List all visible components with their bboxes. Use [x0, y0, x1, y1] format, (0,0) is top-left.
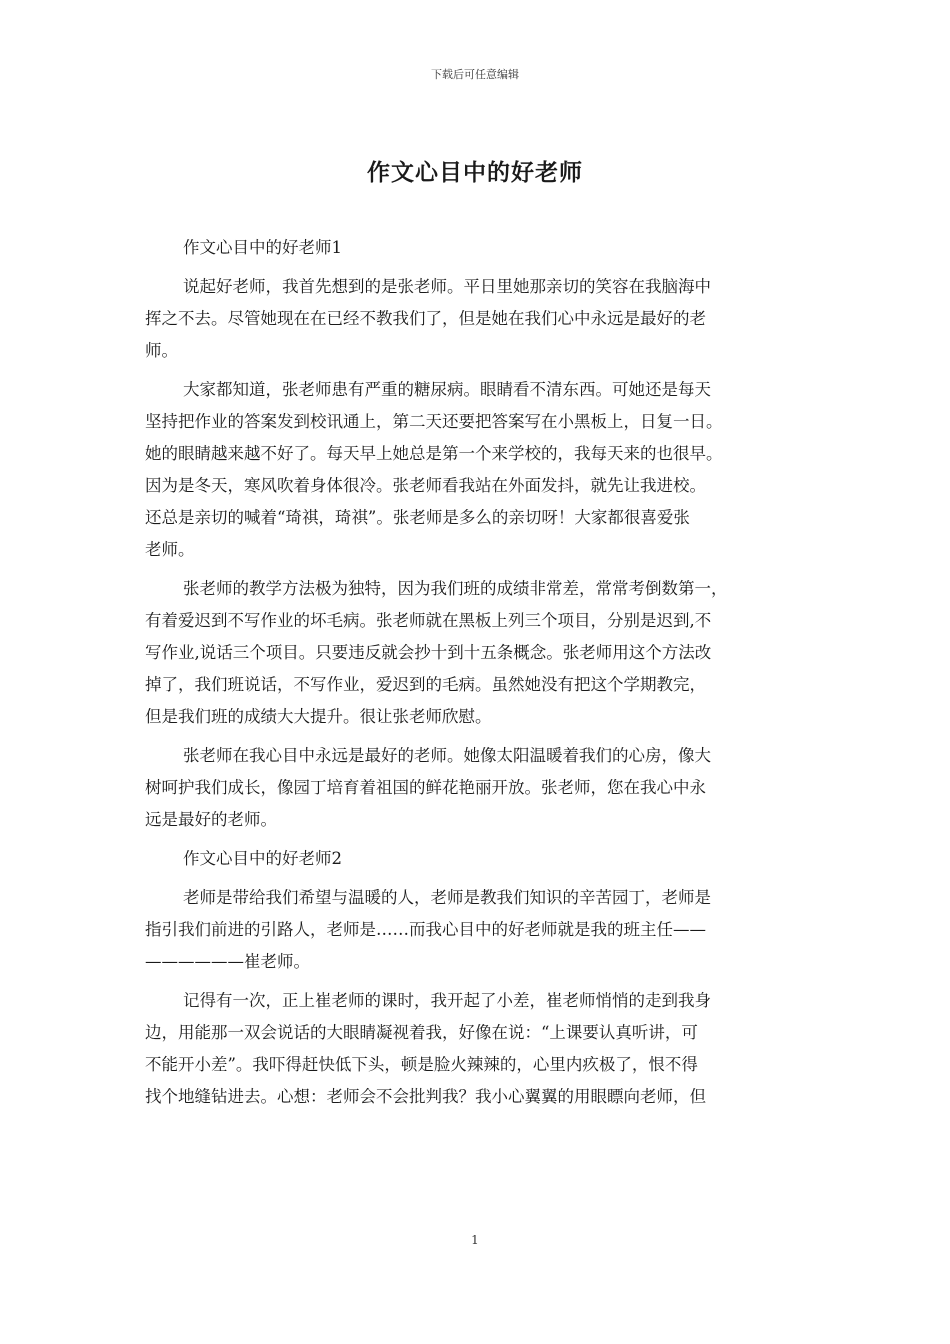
- text-line: 她的眼睛越来越不好了。每天早上她总是第一个来学校的，我每天来的也很早。: [145, 444, 723, 463]
- text-line: 还总是亲切的喊着“琦祺，琦祺”。张老师是多么的亲切呀！大家都很喜爱张: [145, 508, 690, 527]
- header-note: 下载后可任意编辑: [431, 68, 519, 81]
- text-line: 有着爱迟到不写作业的坏毛病。张老师就在黑板上列三个项目，分别是迟到,不: [145, 611, 712, 630]
- text-line: 指引我们前进的引路人，老师是……而我心目中的好老师就是我的班主任——: [145, 920, 706, 939]
- text-line: 大家都知道，张老师患有严重的糖尿病。眼睛看不清东西。可她还是每天: [183, 380, 711, 399]
- text-line: 师。: [145, 341, 178, 360]
- text-line: 边，用能那一双会说话的大眼睛凝视着我，好像在说：“上课要认真听讲，可: [145, 1023, 698, 1042]
- document-body: [145, 232, 817, 1113]
- text-line: 树呵护我们成长，像园丁培育着祖国的鲜花艳丽开放。张老师，您在我心中永: [145, 778, 706, 797]
- document-title: 作文心目中的好老师: [367, 159, 583, 186]
- text-line: 老师是带给我们希望与温暖的人，老师是教我们知识的辛苦园丁，老师是: [183, 888, 711, 907]
- text-line: 张老师的教学方法极为独特，因为我们班的成绩非常差，常常考倒数第一，: [183, 579, 728, 598]
- text-line: 但是我们班的成绩大大提升。很让张老师欣慰。: [145, 707, 492, 726]
- text-line: 挥之不去。尽管她现在在已经不教我们了，但是她在我们心中永远是最好的老: [145, 309, 706, 328]
- text-line: 坚持把作业的答案发到校讯通上，第二天还要把答案写在小黑板上，日复一日。: [145, 412, 723, 431]
- text-line: 张老师在我心目中永远是最好的老师。她像太阳温暖着我们的心房，像大: [183, 746, 711, 765]
- text-line: 不能开小差”。我吓得赶快低下头，顿是脸火辣辣的，心里内疚极了，恨不得: [145, 1055, 698, 1074]
- text-line: ——————崔老师。: [145, 952, 310, 971]
- text-line: 找个地缝钻进去。心想：老师会不会批判我？我小心翼翼的用眼瞟向老师，但: [145, 1087, 706, 1106]
- text-line: 因为是冬天，寒风吹着身体很冷。张老师看我站在外面发抖，就先让我进校。: [145, 476, 706, 495]
- text-line: 说起好老师，我首先想到的是张老师。平日里她那亲切的笑容在我脑海中: [183, 277, 711, 296]
- text-line: 远是最好的老师。: [145, 810, 277, 829]
- text-line: 掉了，我们班说话，不写作业，爱迟到的毛病。虽然她没有把这个学期教完，: [145, 675, 706, 694]
- page-number: 1: [471, 1233, 479, 1247]
- text-line: 作文心目中的好老师1: [183, 238, 342, 257]
- text-line: 写作业,说话三个项目。只要违反就会抄十到十五条概念。张老师用这个方法改: [145, 643, 712, 662]
- text-line: 作文心目中的好老师2: [183, 849, 342, 868]
- text-line: 记得有一次，正上崔老师的课时，我开起了小差，崔老师悄悄的走到我身: [183, 991, 711, 1010]
- text-line: 老师。: [145, 540, 195, 559]
